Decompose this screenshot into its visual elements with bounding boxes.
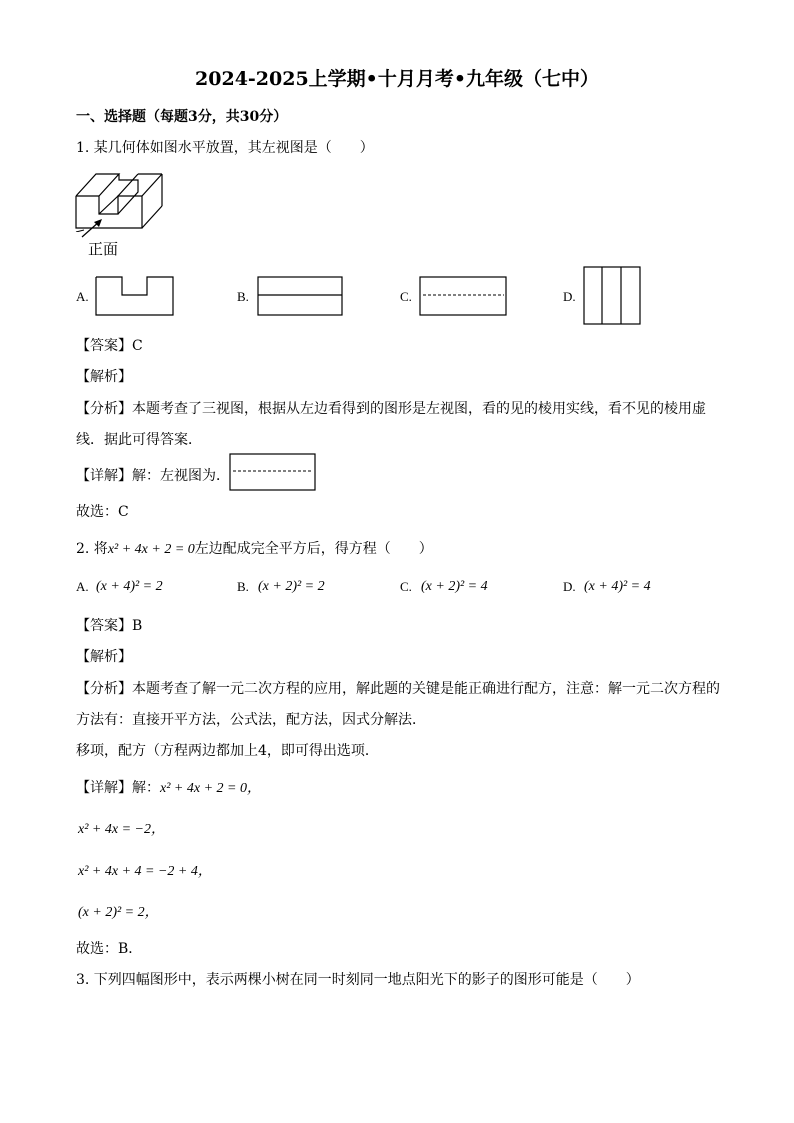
q1-analysis-heading: 【解析】 xyxy=(76,369,132,385)
q1-option-a-figure xyxy=(95,275,175,317)
q2-detail-prefix: 【详解】解： xyxy=(76,780,160,796)
q1-option-b-figure xyxy=(257,275,345,317)
q2-option-c-expr: (x + 2)² = 4 xyxy=(421,579,488,594)
q2-option-d-expr: (x + 4)² = 4 xyxy=(584,579,651,594)
arrow-icon xyxy=(78,217,108,239)
q1-choose: 故选：C xyxy=(76,504,129,520)
q2-step-1: x² + 4x + 2 = 0， xyxy=(160,781,261,796)
q1-answer: 【答案】C xyxy=(76,338,143,354)
q1-analysis-line1: 【分析】本题考查了三视图，根据从左边看得到的图形是左视图，看的见的棱用实线，看不见的棱用虚 xyxy=(76,401,706,417)
front-label: 正面 xyxy=(88,240,119,258)
q2-stem-suffix: 左边配成完全平方后，得方程（ ） xyxy=(194,541,433,557)
page-title: 2024-2025上学期•十月月考•九年级（七中） xyxy=(195,68,599,90)
q1-option-d-figure xyxy=(583,265,643,327)
q2-step-2: x² + 4x = −2， xyxy=(78,822,165,837)
q2-stem-prefix: 2. 将 xyxy=(76,541,108,557)
q1-detail-figure xyxy=(229,453,319,493)
q2-analysis-heading: 【解析】 xyxy=(76,649,132,665)
q1-option-c-figure xyxy=(419,275,509,317)
q1-option-d-label: D. xyxy=(563,289,576,304)
q2-option-a-expr: (x + 4)² = 2 xyxy=(96,579,163,594)
q2-option-b-expr: (x + 2)² = 2 xyxy=(258,579,325,594)
q3-stem: 3. 下列四幅图形中，表示两棵小树在同一时刻同一地点阳光下的影子的图形可能是（ ） xyxy=(76,972,640,988)
q2-choose: 故选：B． xyxy=(76,941,143,957)
q1-option-c-label: C. xyxy=(400,289,412,304)
q2-stem-equation: x² + 4x + 2 = 0 xyxy=(107,542,195,557)
q2-option-d-label: D. xyxy=(563,579,576,594)
q1-option-a-label: A. xyxy=(76,289,89,304)
q2-option-b-label: B. xyxy=(237,579,249,594)
q1-stem: 1. 某几何体如图水平放置，其左视图是（ ） xyxy=(76,140,374,156)
q2-option-c-label: C. xyxy=(400,579,412,594)
q1-option-b-label: B. xyxy=(237,289,249,304)
q2-step-3: x² + 4x + 4 = −2 + 4， xyxy=(78,864,212,879)
q2-option-a-label: A. xyxy=(76,579,89,594)
q1-detail: 【详解】解：左视图为． xyxy=(76,468,230,484)
q2-analysis-line1: 【分析】本题考查了解一元二次方程的应用，解此题的关键是能正确进行配方，注意：解一元二次方程的 xyxy=(76,681,720,697)
q2-analysis-line3: 移项，配方（方程两边都加上4，即可得出选项． xyxy=(76,743,379,759)
section-heading: 一、选择题（每题3分，共30分） xyxy=(76,109,288,125)
q2-detail xyxy=(76,777,261,797)
q2-step-4: (x + 2)² = 2， xyxy=(78,905,159,920)
q2-analysis-line2: 方法有：直接开平方法，公式法，配方法，因式分解法． xyxy=(76,712,426,728)
q1-analysis-line2: 线．据此可得答案． xyxy=(76,432,202,448)
q2-answer: 【答案】B xyxy=(76,618,143,634)
top-left-face xyxy=(76,174,119,196)
q2-stem xyxy=(76,538,433,558)
